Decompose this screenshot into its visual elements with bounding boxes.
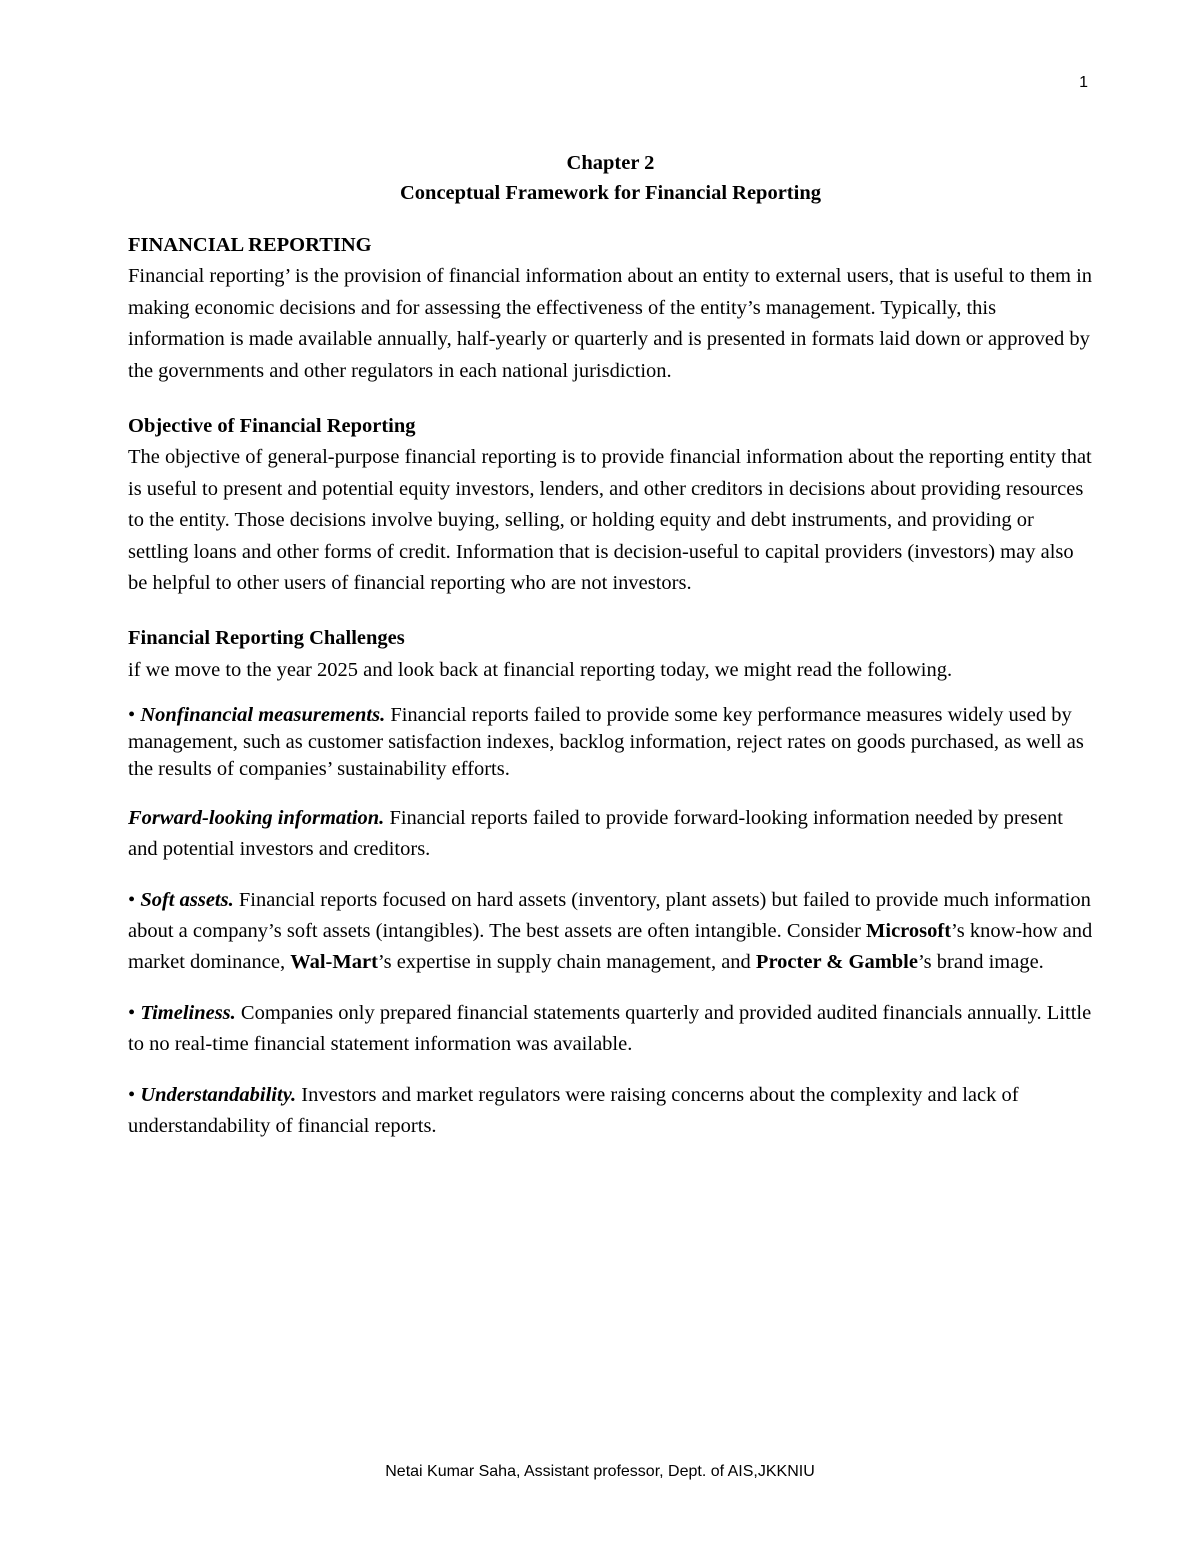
section-body: Financial reporting’ is the provision of financial information about an entity to external users, that is useful to them in making economic decisions and for assessing the effectiveness of the entity’s management. Typically, this information is made available annually, half-yearly or quarterly and is presented in formats laid down or approved by the governments and other regulators in each national jurisdiction. — [128, 265, 1093, 382]
section-challenges — [128, 623, 1093, 1142]
section-title: Objective of Financial Reporting — [128, 415, 416, 438]
list-item — [128, 803, 1093, 865]
bullet-marker: • — [128, 1084, 141, 1107]
bullet-text: Financial reports failed to provide some key performance measures widely used by management, such as customer satisfaction indexes, backlog information, reject rates on goods purchased, as well as the results of companies’ sustainability efforts. — [128, 704, 1084, 781]
section-intro: if we move to the year 2025 and look back at financial reporting today, we might read the following. — [128, 658, 953, 681]
bullet-marker: • — [128, 1002, 141, 1025]
bullet-text: ’s brand image. — [917, 951, 1044, 974]
bullet-text: Financial reports focused on hard assets (inventory, plant assets) but failed to provide much information about a company’s soft assets (intangibles). The best assets are often intangible. Consider — [128, 889, 1091, 943]
section-financial-reporting — [128, 230, 1093, 387]
bullet-marker: • — [128, 704, 141, 727]
bullet-text: Investors and market regulators were raising concerns about the complexity and lack of understandability of financial reports. — [128, 1084, 1019, 1138]
company-name: Microsoft — [866, 920, 952, 943]
bullet-term: Timeliness. — [140, 1002, 236, 1025]
bullet-text: ’s know-how and market dominance, — [128, 920, 1093, 974]
page-number: 1 — [1079, 74, 1088, 91]
list-item — [128, 998, 1093, 1060]
bullet-marker: • — [128, 889, 141, 912]
list-item — [128, 1080, 1093, 1142]
chapter-header — [128, 148, 1093, 208]
chapter-title: Conceptual Framework for Financial Reporting — [400, 182, 821, 204]
company-name: Procter & Gamble — [755, 951, 918, 974]
section-objective — [128, 411, 1093, 599]
bullet-term: Soft assets. — [140, 889, 234, 912]
list-item — [128, 702, 1093, 783]
bullet-text: Financial reports failed to provide forward-looking information needed by present and potential investors and creditors. — [128, 807, 1063, 861]
section-title: FINANCIAL REPORTING — [128, 234, 372, 256]
company-name: Wal-Mart — [290, 951, 378, 974]
bullet-text: ’s expertise in supply chain management, and — [377, 951, 756, 974]
section-body: The objective of general-purpose financial reporting is to provide financial information about the reporting entity that is useful to present and potential equity investors, lenders, and other creditors in decisions about providing resources to the entity. Those decisions involve buying, selling, or holding equity and debt instruments, and providing or settling loans and other forms of credit. Information that is decision-useful to capital providers (investors) may also be helpful to other users of financial reporting who are not investors. — [128, 446, 1092, 595]
bullet-term: Forward-looking information. — [128, 807, 385, 830]
bullet-term: Nonfinancial measurements. — [140, 704, 386, 727]
bullet-text: Companies only prepared financial statements quarterly and provided audited financials annually. Little to no real-time financial statement information was available. — [128, 1002, 1092, 1056]
page-content — [128, 148, 1093, 1142]
chapter-label: Chapter 2 — [566, 152, 655, 174]
page-footer: Netai Kumar Saha, Assistant professor, Dept. of AIS,JKKNIU — [385, 1463, 815, 1480]
list-item — [128, 885, 1093, 978]
section-title: Financial Reporting Challenges — [128, 627, 405, 650]
bullet-term: Understandability. — [140, 1084, 297, 1107]
